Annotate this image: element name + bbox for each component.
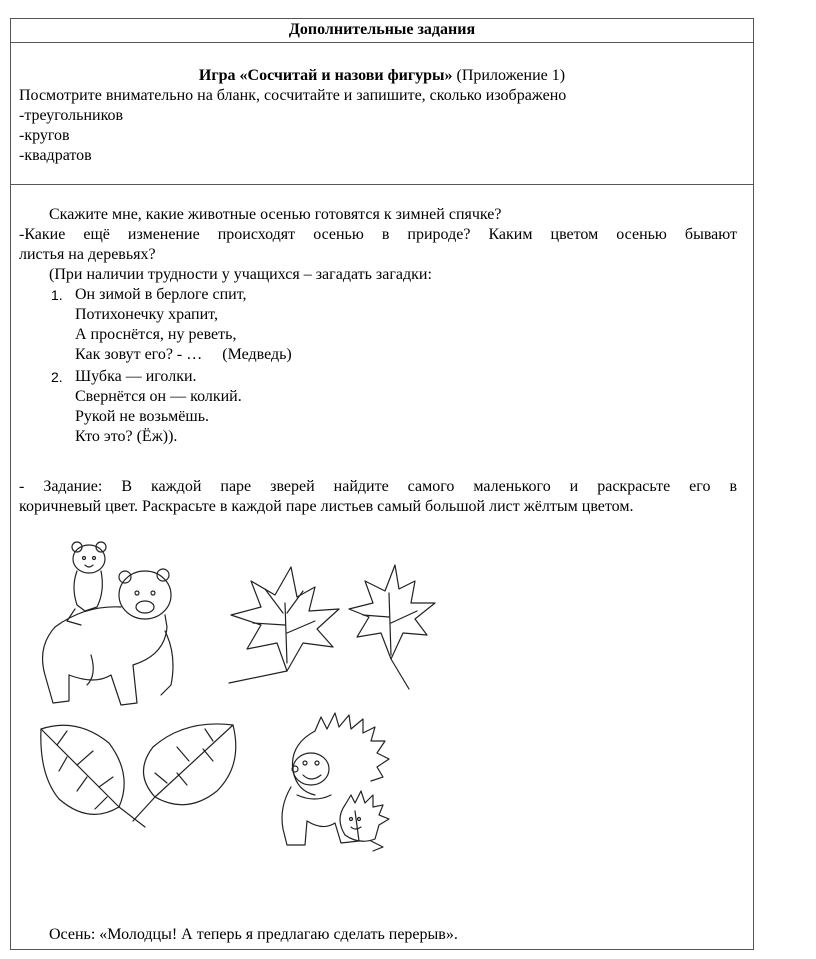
riddle-line: Он зимой в берлоге спит, (75, 286, 247, 303)
riddle-intro: (При наличии трудности у учащихся – загадать загадки: (49, 266, 432, 283)
game-section (11, 42, 753, 185)
game-title-bold: Игра «Сосчитай и назови фигуры» (198, 67, 453, 84)
task-line2: коричневый цвет. Раскрасьте в каждой паре листьев самый большой лист жёлтым цветом. (19, 498, 634, 515)
riddle-number: 2. (51, 369, 63, 385)
game-title (11, 66, 753, 86)
question-changes-line2: листья на деревьях? (19, 246, 156, 263)
riddle-line: Свернётся он — колкий. (75, 388, 242, 405)
maple-leaves-illustration (225, 563, 455, 693)
discussion-section (11, 185, 753, 949)
assignment-table (10, 18, 754, 950)
riddle-line: Кто это? (Ёж)). (75, 428, 178, 445)
riddle-line: Шубка — иголки. (75, 368, 197, 385)
hedgehogs-illustration (275, 711, 407, 861)
task-line1: - Задание: В каждой паре зверей найдите самого маленького и раскрасьте его в (19, 478, 737, 495)
game-title-appendix: (Приложение 1) (452, 67, 566, 84)
game-instruction: Посмотрите внимательно на бланк, сосчитайте и запишите, сколько изображено (19, 87, 567, 104)
question-changes-line1: -Какие ещё изменение происходят осенью в природе? Каким цветом осенью бывают (19, 226, 737, 243)
riddle-line: Рукой не возьмёшь. (75, 408, 209, 425)
question-hibernation: Скажите мне, какие животные осенью готовятся к зимней спячке? (49, 206, 502, 223)
riddle-line: А проснётся, ну реветь, (75, 326, 237, 343)
table-title: Дополнительные задания (288, 21, 476, 38)
table-header-row (11, 19, 753, 43)
riddle-line: Потихонечку храпит, (75, 306, 218, 323)
closing-line: Осень: «Молодцы! А теперь я предлагаю сделать перерыв». (49, 926, 458, 943)
bears-illustration (25, 535, 195, 710)
game-item-squares: -квадратов (19, 147, 92, 164)
game-item-triangles: -треугольников (19, 107, 124, 124)
birch-leaves-illustration (37, 721, 247, 831)
game-item-circles: -кругов (19, 127, 70, 144)
riddle-number: 1. (51, 287, 63, 303)
riddle-line: Как зовут его? - … (Медведь) (75, 346, 292, 363)
